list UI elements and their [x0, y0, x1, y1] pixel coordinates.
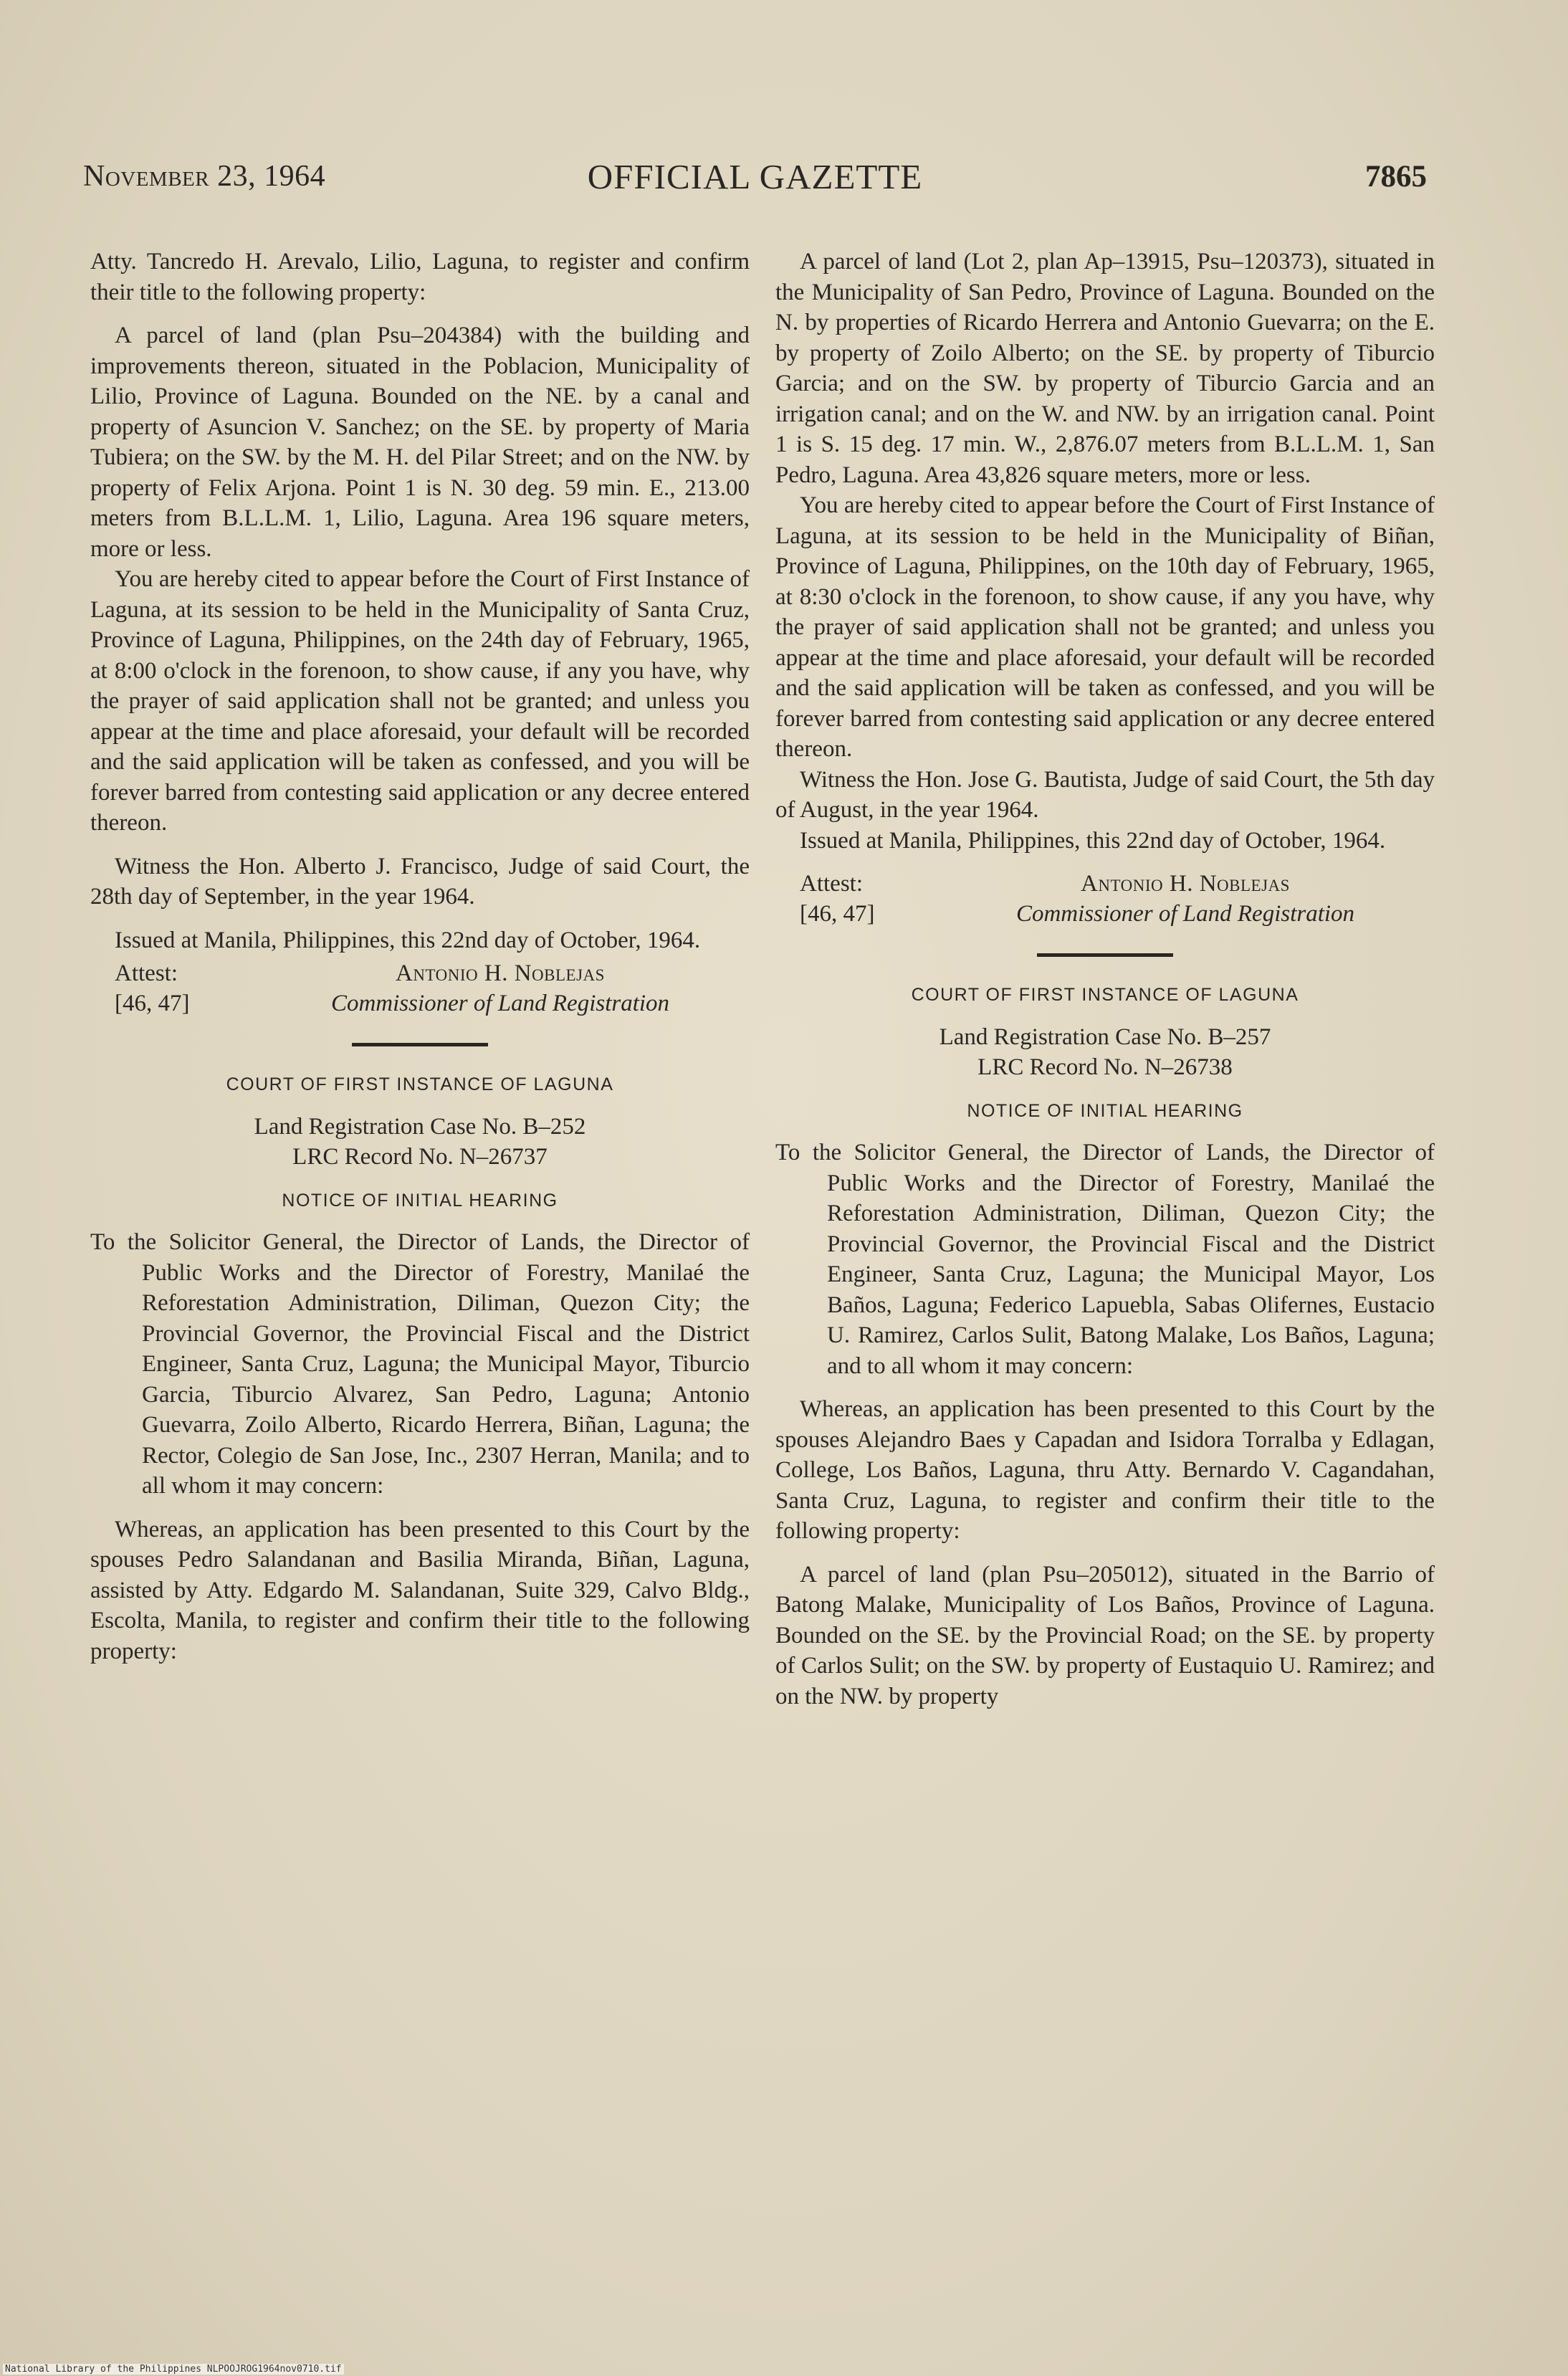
record-number: LRC Record No. N–26737 — [292, 1144, 548, 1170]
record-number: LRC Record No. N–26738 — [977, 1054, 1233, 1080]
witness-paragraph: Witness the Hon. Jose G. Bautista, Judge of said Court, the 5th day of August, in the year 1964. — [775, 766, 1435, 823]
running-head — [83, 159, 1427, 202]
page-number: 7865 — [1365, 160, 1427, 194]
signer-name: Antonio H. Noblejas — [396, 960, 605, 986]
attest-label: Attest: — [115, 960, 178, 986]
application-paragraph: Whereas, an application has been presented to this Court by the spouses Alejandro Baes y Capadan and Isidora Torralba y Edlagan, College, Los Baños, Laguna, thru Atty. Bernardo V. Cagandahan, Santa Cruz, Laguna, to register and confirm their title to the following property: — [775, 1396, 1435, 1544]
reference-number: [46, 47] — [115, 991, 190, 1016]
application-paragraph: Whereas, an application has been presented to this Court by the spouses Pedro Salandanan and Basilia Miranda, Biñan, Laguna, assisted by Atty. Edgardo M. Salandanan, Suite 329, Calvo Bldg., Escolta, Manila, to register and confirm their title to the following property: — [90, 1516, 750, 1664]
issued-paragraph: Issued at Manila, Philippines, this 22nd day of October, 1964. — [115, 927, 701, 953]
left-column — [90, 247, 750, 1679]
issue-date: November 23, 1964 — [83, 160, 326, 193]
issued-paragraph: Issued at Manila, Philippines, this 22nd day of October, 1964. — [800, 827, 1386, 854]
addressee-paragraph: To the Solicitor General, the Director of Lands, the Director of Public Works and the Director of Forestry, Manilaé the Reforestation Administration, Diliman, Quezon City; the Provincial Governor, the Provincial Fiscal and the District Engineer, Santa Cruz, Laguna; the Municipal Mayor, Los Baños, Laguna; Federico Lapuebla, Sabas Olifernes, Eustacio U. Ramirez, Carlos Sulit, Batong Malake, Los Baños, Laguna; and to all whom it may concern: — [775, 1140, 1435, 1379]
section-divider — [352, 1043, 488, 1046]
right-column — [775, 247, 1435, 1724]
witness-paragraph: Witness the Hon. Alberto J. Francisco, Judge of said Court, the 28th day of September, in the year 1964. — [90, 853, 750, 910]
court-heading: COURT OF FIRST INSTANCE OF LAGUNA — [911, 985, 1299, 1005]
attest-label: Attest: — [800, 871, 863, 897]
publication-title: OFFICIAL GAZETTE — [587, 157, 923, 196]
property-description: A parcel of land (plan Psu–205012), situated in the Barrio of Batong Malake, Municipality of Los Baños, Province of Laguna. Bounded on the SE. by the Provincial Road; on the SE. by property of Carlos Sulit; on the SW. by property of Eustaquio U. Ramirez; and on the NW. by property — [775, 1561, 1435, 1709]
notice-paragraph: Atty. Tancredo H. Arevalo, Lilio, Laguna, to register and confirm their title to the following property: — [90, 249, 750, 305]
notice-heading: NOTICE OF INITIAL HEARING — [282, 1190, 558, 1211]
citation-paragraph: You are hereby cited to appear before the Court of First Instance of Laguna, at its session to be held in the Municipality of Santa Cruz, Province of Laguna, Philippines, on the 24th day of February, 1965, at 8:00 o'clock in the forenoon, to show cause, if any you have, why the prayer of said application shall not be granted; and unless you appear at the time and place aforesaid, your default will be recorded and the said application will be taken as confessed, and you will be forever barred from contesting said application or any decree entered thereon. — [90, 566, 750, 836]
addressee-paragraph: To the Solicitor General, the Director of Lands, the Director of Public Works and the Director of Forestry, Manilaé the Reforestation Administration, Diliman, Quezon City; the Provincial Governor, the Provincial Fiscal and the District Engineer, Santa Cruz, Laguna; the Municipal Mayor, Tiburcio Garcia, Tiburcio Alvarez, San Pedro, Laguna; Antonio Guevarra, Zoilo Alberto, Ricardo Herrera, Biñan, Laguna; the Rector, Colegio de San Jose, Inc., 2307 Herran, Manila; and to all whom it may concern: — [90, 1229, 750, 1499]
attestation-block — [800, 869, 1435, 929]
case-number: Land Registration Case No. B–257 — [939, 1024, 1271, 1050]
property-description: A parcel of land (plan Psu–204384) with the building and improvements thereon, situated in the Poblacion, Municipality of Lilio, Province of Laguna. Bounded on the NE. by a canal and property of Asuncion V. Sanchez; on the SE. by property of Maria Tubiera; on the SW. by the M. H. del Pilar Street; and on the NW. by property of Felix Arjona. Point 1 is N. 30 deg. 59 min. E., 213.00 meters from B.L.L.M. 1, Lilio, Laguna. Area 196 square meters, more or less. — [90, 323, 750, 562]
case-number: Land Registration Case No. B–252 — [254, 1113, 586, 1140]
citation-paragraph: You are hereby cited to appear before the Court of First Instance of Laguna, at its session to be held in the Municipality of Biñan, Province of Laguna, Philippines, on the 10th day of February, 1965, at 8:30 o'clock in the forenoon, to show cause, if any you have, why the prayer of said application shall not be granted; and unless you appear at the time and place aforesaid, your default will be recorded and the said application will be taken as confessed, and you will be forever barred from contesting said application or any decree entered thereon. — [775, 492, 1435, 762]
property-description: A parcel of land (Lot 2, plan Ap–13915, Psu–120373), situated in the Municipality of San Pedro, Province of Laguna. Bounded on the N. by properties of Ricardo Herrera and Antonio Guevarra; on the E. by property of Zoilo Alberto; on the SE. by property of Tiburcio Garcia; and on the SW. by property of Tiburcio Garcia and an irrigation canal; and on the W. and NW. by an irrigation canal. Point 1 is S. 15 deg. 17 min. W., 2,876.07 meters from B.L.L.M. 1, San Pedro, Laguna. Area 43,826 square meters, more or less. — [775, 249, 1435, 488]
reference-number: [46, 47] — [800, 901, 875, 927]
signer-title: Commissioner of Land Registration — [1015, 901, 1355, 927]
signer-title: Commissioner of Land Registration — [330, 991, 670, 1016]
attestation-block — [115, 958, 750, 1018]
signer-name: Antonio H. Noblejas — [1081, 871, 1290, 897]
section-divider — [1037, 953, 1173, 957]
court-heading: COURT OF FIRST INSTANCE OF LAGUNA — [226, 1074, 614, 1094]
notice-heading: NOTICE OF INITIAL HEARING — [967, 1100, 1243, 1121]
scan-footer: National Library of the Philippines NLPOOJROG1964nov0710.tif — [3, 2364, 344, 2375]
